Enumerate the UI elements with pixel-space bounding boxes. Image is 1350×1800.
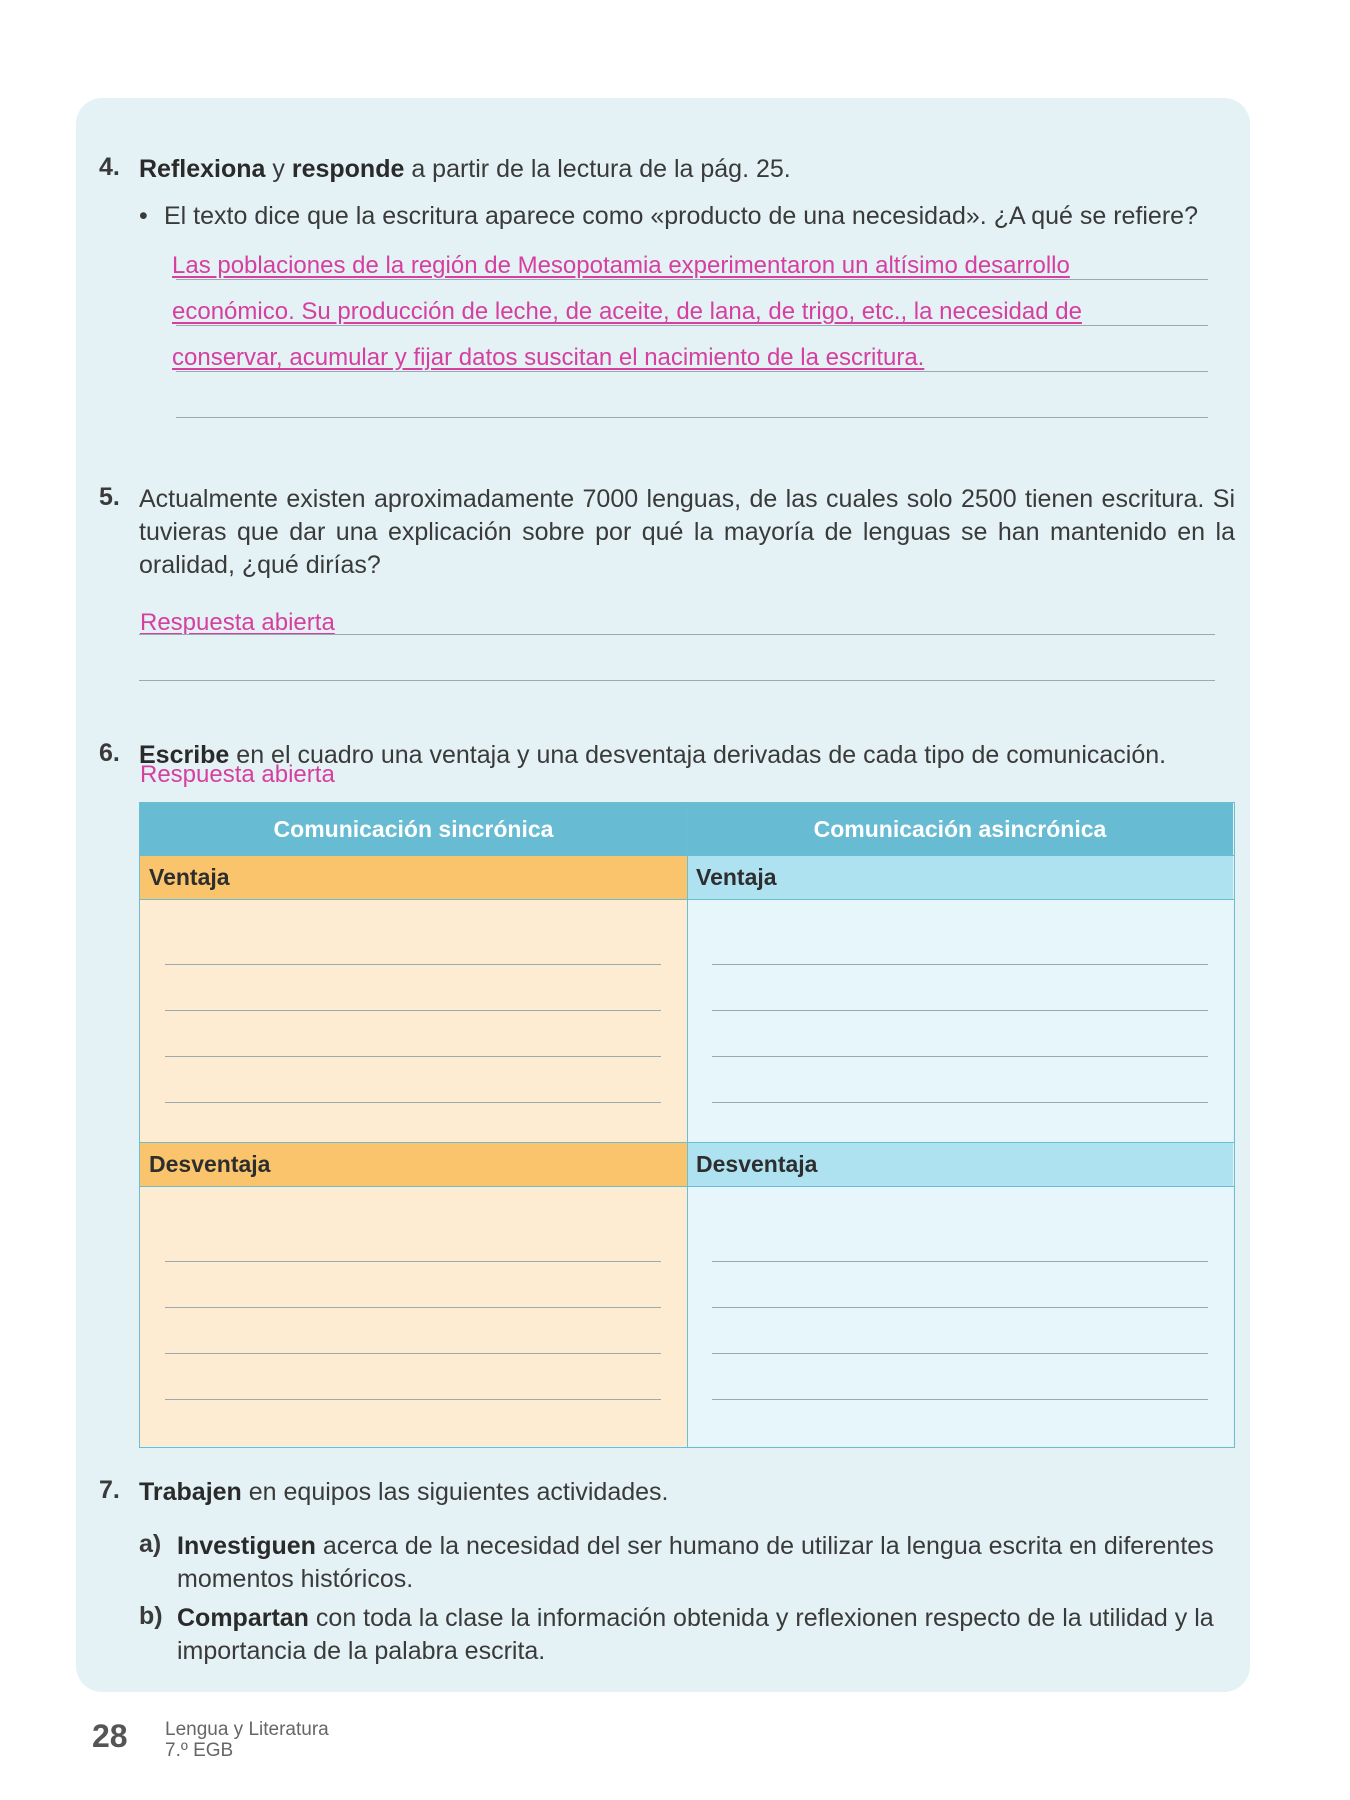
label-desventaja-sincronica: Desventaja: [140, 1142, 687, 1186]
q4-writing-line[interactable]: [176, 279, 1208, 280]
table-writing-line[interactable]: [165, 1102, 661, 1103]
table-row-divider: [140, 1142, 1234, 1143]
footer-subject: Lengua y Literatura: [165, 1719, 329, 1740]
table-writing-line[interactable]: [165, 1353, 661, 1354]
table-row-divider: [140, 1186, 1234, 1187]
q5-writing-line[interactable]: [139, 634, 1215, 635]
table-writing-line[interactable]: [712, 1010, 1208, 1011]
header-sincronica: Comunicación sincrónica: [140, 803, 687, 855]
q7b-label: b): [139, 1602, 163, 1630]
q7b-bold: Compartan: [177, 1604, 309, 1632]
q4-bold-responde: responde: [291, 155, 405, 183]
q4-subquestion: El texto dice que la escritura aparece como «producto de una necesidad». ¿A qué se refiere?: [164, 202, 1198, 230]
label-desventaja-asincronica: Desventaja: [687, 1142, 1233, 1186]
q4-prompt: [139, 153, 1239, 186]
table-writing-line[interactable]: [165, 1010, 661, 1011]
table-writing-line[interactable]: [165, 1261, 661, 1262]
footer-grade: 7.º EGB: [165, 1740, 234, 1761]
cell-desventaja-asincronica[interactable]: [687, 1186, 1233, 1446]
q7-rest: en equipos las siguientes actividades.: [241, 1478, 669, 1506]
q6-answer: Respuesta abierta: [140, 761, 335, 788]
q4-bold-reflexiona: Reflexiona: [139, 155, 266, 183]
table-writing-line[interactable]: [165, 1399, 661, 1400]
q4-writing-line[interactable]: [176, 325, 1208, 326]
table-writing-line[interactable]: [712, 1307, 1208, 1308]
q5-answer: Respuesta abierta: [140, 609, 335, 636]
q7a-text: [177, 1530, 1227, 1596]
q7-prompt: [139, 1476, 1239, 1509]
table-writing-line[interactable]: [712, 1056, 1208, 1057]
q7a-bold: Investiguen: [177, 1532, 316, 1560]
q6-number: 6.: [99, 739, 120, 767]
q4-answer-line-1: Las poblaciones de la región de Mesopotamia experimentaron un altísimo desarrollo: [172, 252, 1070, 279]
q7-bold-trabajen: Trabajen: [139, 1478, 242, 1506]
table-writing-line[interactable]: [712, 1102, 1208, 1103]
q4-conjunction: y: [265, 155, 292, 183]
header-asincronica: Comunicación asincrónica: [687, 803, 1233, 855]
q4-number: 4.: [99, 153, 120, 181]
cell-desventaja-sincronica[interactable]: [140, 1186, 687, 1446]
q4-answer-line-2: económico. Su producción de leche, de aceite, de lana, de trigo, etc., la necesidad de: [172, 298, 1082, 325]
table-writing-line[interactable]: [712, 1399, 1208, 1400]
q4-writing-line[interactable]: [176, 417, 1208, 418]
q7b-rest: con toda la clase la información obtenida y reflexionen respecto de la utilidad y la importancia de la palabra escrita.: [177, 1604, 1214, 1665]
q7a-rest: acerca de la necesidad del ser humano de utilizar la lengua escrita en diferentes momentos históricos.: [177, 1532, 1214, 1593]
q6-rest: en el cuadro una ventaja y una desventaja derivadas de cada tipo de comunicación.: [229, 741, 1167, 769]
q4-rest: a partir de la lectura de la pág. 25.: [404, 155, 791, 183]
q7b-text: [177, 1602, 1227, 1668]
table-writing-line[interactable]: [165, 964, 661, 965]
table-writing-line[interactable]: [712, 964, 1208, 965]
table-row-divider: [140, 899, 1234, 900]
q4-writing-line[interactable]: [176, 371, 1208, 372]
table-writing-line[interactable]: [165, 1056, 661, 1057]
page-number: 28: [92, 1718, 128, 1754]
q5-writing-line[interactable]: [139, 680, 1215, 681]
table-writing-line[interactable]: [712, 1261, 1208, 1262]
q6-bold-escribe: Escribe: [139, 741, 230, 769]
communication-table: [139, 802, 1235, 1448]
table-writing-line[interactable]: [165, 1307, 661, 1308]
label-ventaja-sincronica: Ventaja: [140, 855, 687, 899]
table-row-divider: [140, 855, 1234, 856]
q4-bullet: •: [139, 202, 148, 230]
q5-number: 5.: [99, 483, 120, 511]
table-writing-line[interactable]: [712, 1353, 1208, 1354]
q7a-label: a): [139, 1530, 162, 1558]
q4-answer-line-3: conservar, acumular y fijar datos suscitan el nacimiento de la escritura.: [172, 344, 925, 371]
label-ventaja-asincronica: Ventaja: [687, 855, 1233, 899]
cell-ventaja-sincronica[interactable]: [140, 899, 687, 1142]
cell-ventaja-asincronica[interactable]: [687, 899, 1233, 1142]
q7-number: 7.: [99, 1476, 120, 1504]
q5-prompt: Actualmente existen aproximadamente 7000 lenguas, de las cuales solo 2500 tienen escritura. Si tuvieras que dar una explicación sobre por qué la mayoría de lenguas se han mantenido en la oralidad, ¿qué dirías?: [139, 485, 1235, 579]
